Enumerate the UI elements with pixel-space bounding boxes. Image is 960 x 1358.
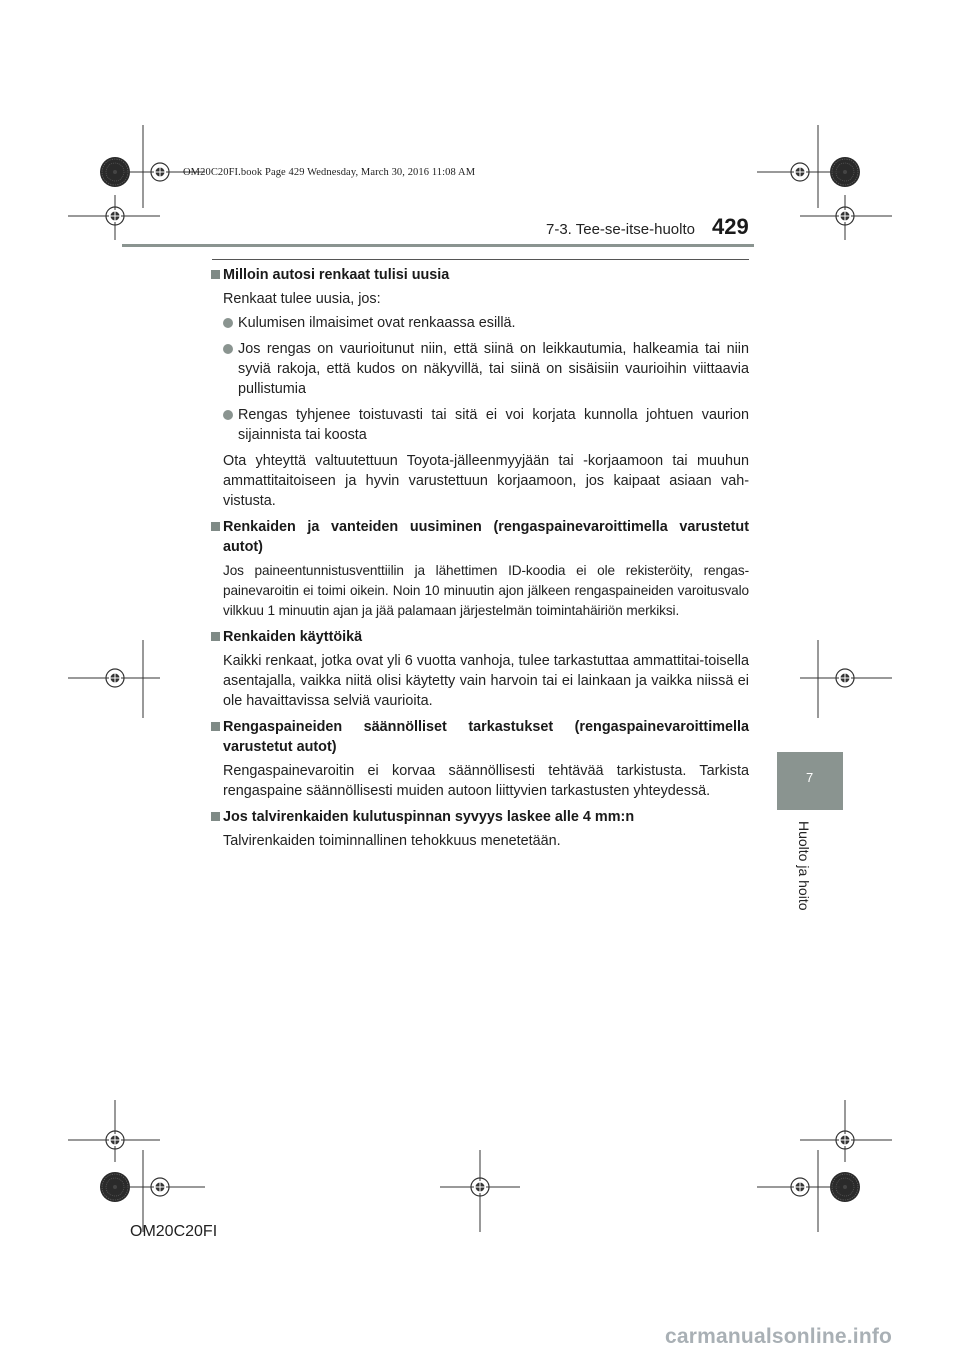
list-item: Kulumisen ilmaisimet ovat renkaassa esillä. (211, 313, 749, 333)
square-bullet-icon (211, 270, 220, 279)
section-tire-replacement (211, 265, 749, 511)
chapter-number: 7 (806, 770, 814, 785)
section-body: Rengaspainevaroitin ei korvaa säännöllisesti tehtävää tarkistusta. Tarkista rengaspaine säännöllisesti muiden autoon liittyvien tarkastusten yhteydessä. (223, 763, 749, 799)
round-bullet-icon (223, 410, 233, 420)
section-winter-tire-depth (211, 807, 749, 851)
page-number: 429 (712, 214, 749, 239)
square-bullet-icon (211, 812, 220, 821)
section-title: Renkaiden ja vanteiden uusiminen (rengaspainevaroittimella varustetut autot) (211, 517, 749, 557)
section-outro: Ota yhteyttä valtuutettuun Toyota-jälleenmyyjään tai -korjaamoon tai muuhun ammattitaitoiseen ja hyvin varustettuun korjaamoon, jos kaipaat asiaan vah-vistusta. (223, 453, 749, 509)
chapter-path: 7-3. Tee-se-itse-huolto (546, 221, 695, 238)
chapter-label (794, 821, 814, 921)
page-content (211, 265, 749, 857)
list-item: Jos rengas on vaurioitunut niin, että siinä on leikkautumia, halkeamia tai niin syviä rakoja, että kudos on näkyvillä, tai siinä on sisäisiin vaurioihin viittaavia pullistumia (211, 339, 749, 399)
section-tire-wheel-replacement (211, 517, 749, 621)
section-body: Jos paineentunnistusventtiilin ja lähettimen ID-koodia ei ole rekisteröity, rengas-painevaroitin ei toimi oikein. Noin 10 minuutin ajon jälkeen rengaspaineiden varoitusvalo vilkkuu 1 minuutin ajan ja jää palamaan järjestelmän toimintahäiriön merkiksi. (223, 563, 749, 618)
round-bullet-icon (223, 318, 233, 328)
section-pressure-checks (211, 717, 749, 801)
chapter-tab (777, 752, 843, 810)
chapter-label-text: Huolto ja hoito (796, 821, 812, 911)
watermark: carmanualsonline.info (665, 1325, 893, 1348)
section-body: Talvirenkaiden toiminnallinen tehokkuus menetetään. (223, 833, 561, 849)
section-title: Milloin autosi renkaat tulisi uusia (211, 265, 749, 285)
content-top-rule (212, 259, 749, 260)
header-rule (122, 244, 754, 247)
square-bullet-icon (211, 722, 220, 731)
section-body: Kaikki renkaat, jotka ovat yli 6 vuotta vanhoja, tulee tarkastuttaa ammattitai-toisella asentajalla, vaikka niitä olisi käytetty vain harvoin tai ei lainkaan ja vaikka niissä ei ole havaittavissa selviä vaurioita. (223, 653, 749, 709)
section-title: Renkaiden käyttöikä (211, 627, 749, 647)
section-tire-service-life (211, 627, 749, 711)
list-item: Rengas tyhjenee toistuvasti tai sitä ei voi korjata kunnolla johtuen vaurion sijainnista tai koosta (211, 405, 749, 445)
section-title: Jos talvirenkaiden kulutuspinnan syvyys laskee alle 4 mm:n (211, 807, 749, 827)
book-file-note: OM20C20FI.book Page 429 Wednesday, March 30, 2016 11:08 AM (183, 167, 476, 178)
section-intro: Renkaat tulee uusia, jos: (223, 291, 381, 307)
square-bullet-icon (211, 522, 220, 531)
square-bullet-icon (211, 632, 220, 641)
document-code: OM20C20FI (130, 1223, 218, 1240)
round-bullet-icon (223, 344, 233, 354)
section-title: Rengaspaineiden säännölliset tarkastukset (rengaspainevaroittimella varustetut autot) (211, 717, 749, 757)
